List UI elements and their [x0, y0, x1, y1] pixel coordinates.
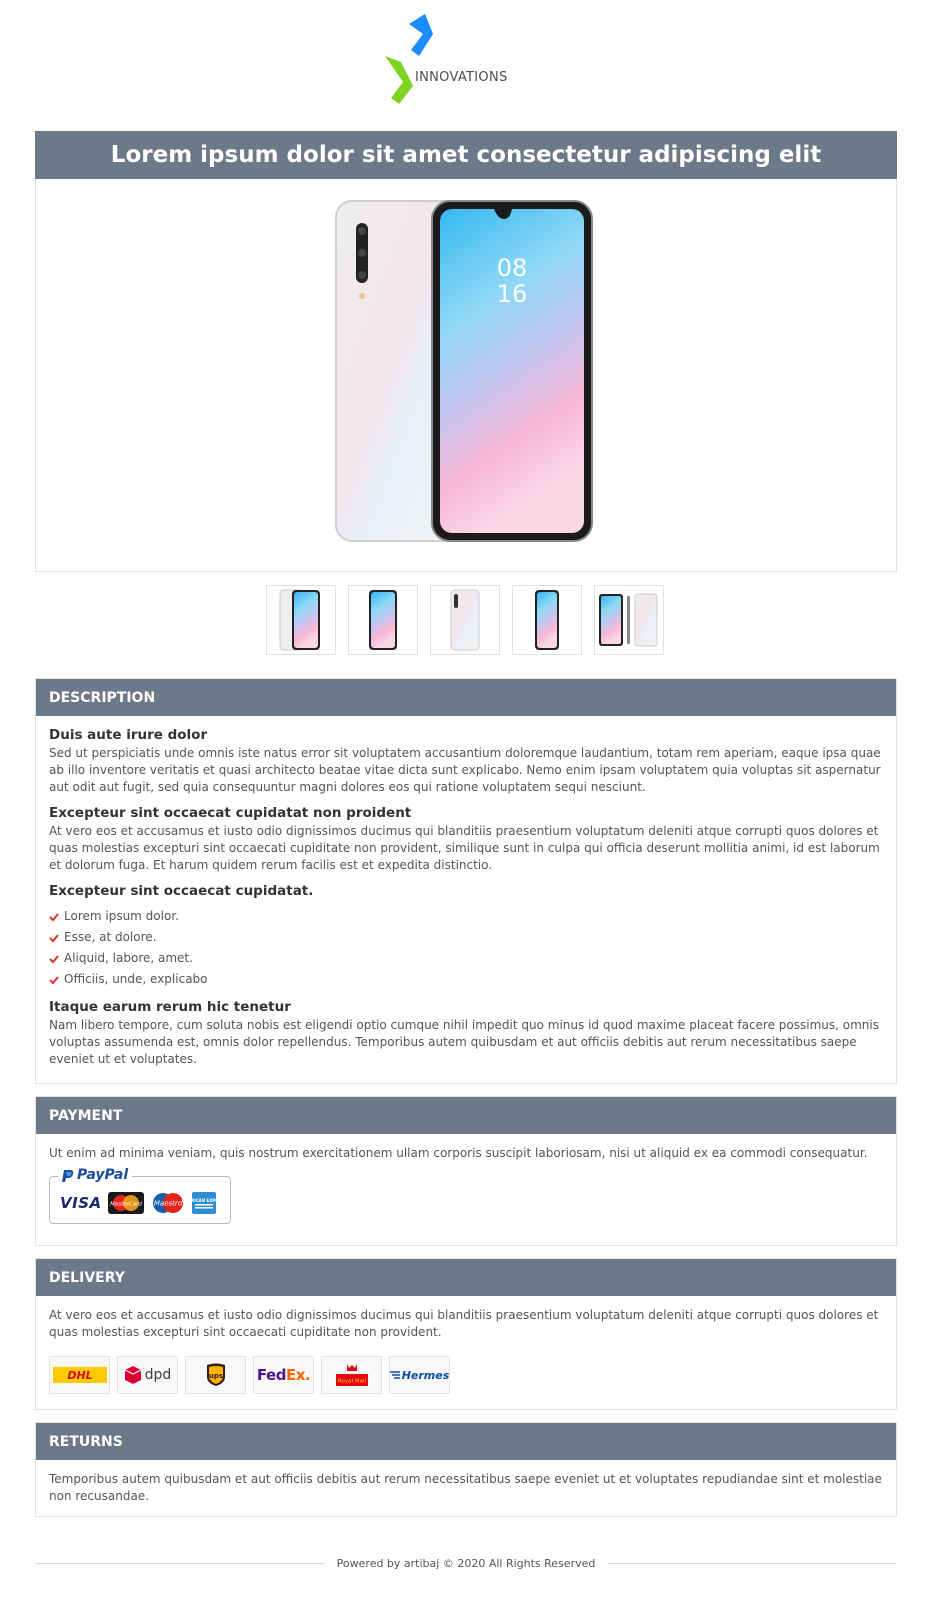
thumbnail-3[interactable] — [430, 585, 500, 655]
description-heading: DESCRIPTION — [36, 679, 896, 716]
thumbnail-1[interactable] — [266, 585, 336, 655]
dhl-logo — [49, 1356, 110, 1394]
list-item-text: Lorem ipsum dolor. — [64, 909, 179, 923]
delivery-heading: DELIVERY — [36, 1259, 896, 1296]
screen-hour: 08 — [496, 254, 528, 282]
footer-text: Powered by artibaj © 2020 All Rights Reserved — [336, 1556, 596, 1570]
list-item — [49, 927, 883, 948]
thumbnail-2[interactable] — [348, 585, 418, 655]
product-main-image[interactable] — [35, 179, 897, 572]
footer — [35, 1553, 897, 1573]
description-block-1-title: Duis aute irure dolor — [49, 727, 208, 743]
royal-mail-crown-icon — [335, 1362, 369, 1388]
check-icon — [49, 913, 59, 921]
phone-thumbnail-icon — [358, 588, 408, 652]
hermes-logo: Hermes — [389, 1356, 450, 1394]
ups-shield-icon — [206, 1363, 226, 1387]
visa-icon: VISA — [60, 1193, 102, 1212]
returns-section — [35, 1422, 897, 1517]
check-icon — [49, 976, 59, 984]
check-icon — [49, 934, 59, 942]
screen-minute: 16 — [496, 280, 528, 308]
description-list-title: Excepteur sint occaecat cupidatat. — [49, 883, 314, 899]
paypal-icon — [62, 1169, 74, 1183]
paypal-label: PayPal — [58, 1167, 132, 1184]
returns-heading: RETURNS — [36, 1423, 896, 1460]
card-logos — [60, 1192, 227, 1214]
feature-list — [49, 906, 883, 990]
dpd-cube-icon — [124, 1365, 142, 1385]
description-block-2-title: Excepteur sint occaecat cupidatat non proident — [49, 805, 412, 821]
description-section — [35, 678, 897, 1084]
check-icon — [49, 955, 59, 963]
list-item-text: Officiis, unde, explicabo — [64, 972, 208, 986]
svg-text:ups: ups — [208, 1372, 223, 1380]
svg-text:MasterCard: MasterCard — [109, 1201, 142, 1208]
dpd-logo: dpd — [117, 1356, 178, 1394]
svg-text:DHL: DHL — [66, 1369, 93, 1382]
list-item — [49, 906, 883, 927]
royal-mail-logo — [321, 1356, 382, 1394]
returns-text: Temporibus autem quibusdam et aut officiis debitis aut rerum necessitatibus saepe eveniet ut et voluptates repudiandae sint et molestiae non recusandae. — [49, 1472, 882, 1503]
mastercard-icon — [108, 1192, 144, 1214]
list-item — [49, 969, 883, 990]
phone-thumbnail-icon — [276, 588, 326, 652]
thumbnail-5[interactable] — [594, 585, 664, 655]
brand-logo — [383, 12, 543, 107]
fedex-logo: FedEx. — [253, 1356, 314, 1394]
payment-section — [35, 1096, 897, 1246]
list-item-text: Aliquid, labore, amet. — [64, 951, 193, 965]
footer-divider — [35, 1563, 325, 1564]
description-block-3-title: Itaque earum rerum hic tenetur — [49, 999, 291, 1015]
svg-text:Royal Mail: Royal Mail — [337, 1378, 366, 1385]
maestro-icon — [150, 1192, 186, 1214]
payment-methods-box — [49, 1167, 231, 1224]
amex-icon — [180, 1192, 227, 1214]
delivery-section — [35, 1258, 897, 1410]
thumbnail-strip — [266, 585, 664, 655]
phone-thumbnail-icon — [440, 588, 490, 652]
smartphone-image — [334, 201, 596, 546]
list-item — [49, 948, 883, 969]
delivery-text: At vero eos et accusamus et iusto odio dignissimos ducimus qui blanditiis praesentium voluptatum deleniti atque corrupti quos dolores et quas molestias excepturi sint occaecati cupiditate non provident. — [49, 1308, 879, 1339]
description-block-2-text: At vero eos et accusamus et iusto odio dignissimos ducimus qui blanditiis praesentium voluptatum deleniti atque corrupti quos dolores et quas molestias excepturi sint occaecati cupiditate non provident, similique sunt in culpa qui officia deserunt mollitia animi, id est laborum et dolorum fuga. Et harum quidem rerum facilis est et expedita distinctio. — [49, 824, 880, 872]
dhl-icon — [53, 1367, 107, 1383]
svg-text:AMERICAN EXPRESS: AMERICAN EXPRESS — [180, 1198, 227, 1203]
hermes-wing-icon — [390, 1371, 400, 1379]
thumbnail-4[interactable] — [512, 585, 582, 655]
brand-name: INNOVATIONS — [415, 70, 508, 85]
carrier-logos — [49, 1356, 883, 1394]
phone-thumbnail-icon — [522, 588, 572, 652]
ups-logo — [185, 1356, 246, 1394]
description-block-3-text: Nam libero tempore, cum soluta nobis est eligendi optio cumque nihil impedit quo minus id quod maxime placeat facere possimus, omnis voluptas assumenda est, omnis dolor repellendus. Temporibus autem quibusdam et aut officiis debitis aut rerum necessitatibus saepe eveniet ut et voluptates. — [49, 1018, 879, 1066]
description-block-1-text: Sed ut perspiciatis unde omnis iste natus error sit voluptatem accusantium doloremque laudantium, totam rem aperiam, eaque ipsa quae ab illo inventore veritatis et quasi architecto beatae vitae dicta sunt explicabo. Nemo enim ipsam voluptatem quia voluptas sit aspernatur aut odit aut fugit, sed quia consequuntur magni dolores eos qui ratione voluptatem sequi nesciunt. — [49, 746, 881, 794]
phone-thumbnail-icon — [597, 588, 661, 652]
payment-text: Ut enim ad minima veniam, quis nostrum exercitationem ullam corporis suscipit laboriosam, nisi ut aliquid ex ea commodi consequatur. — [49, 1146, 868, 1160]
x-chevron-logo-icon — [383, 12, 443, 107]
svg-text:Maestro: Maestro — [153, 1199, 182, 1208]
product-title: Lorem ipsum dolor sit amet consectetur adipiscing elit — [35, 131, 897, 179]
list-item-text: Esse, at dolore. — [64, 930, 157, 944]
footer-divider — [607, 1563, 897, 1564]
payment-heading: PAYMENT — [36, 1097, 896, 1134]
